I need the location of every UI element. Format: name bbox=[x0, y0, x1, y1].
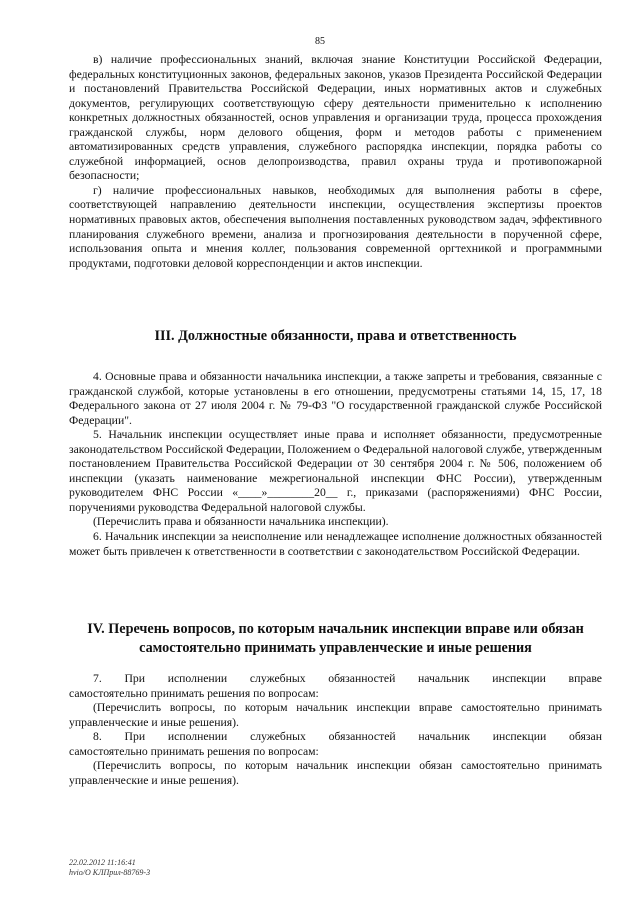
page-number: 85 bbox=[315, 36, 325, 47]
paragraph-5: 5. Начальник инспекции осуществляет иные права и исполняет обязанности, предусмотренные законодательством Российской Федерации, Положением о Федеральной налоговой службе, утвержденным постановлением Правительства Российской Федерации от 30 сентября 2004 г. № 506, положением об инспекции (указать наименование межрегиональной инспекции ФНС России), утвержденным руководителем ФНС России «____»________20__ г., приказами (распоряжениями) ФНС России, поручениями руководства Федеральной налоговой службы. bbox=[69, 428, 602, 514]
paragraph-7-note: (Перечислить вопросы, по которым начальник инспекции вправе самостоятельно принимать управленческие и иные решения). bbox=[69, 701, 602, 729]
section-heading-iv: IV. Перечень вопросов, по которым начальник инспекции вправе или обязан самостоятельно принимать управленческие и иные решения bbox=[87, 621, 584, 656]
paragraph-7-line2: самостоятельно принимать решения по вопросам: bbox=[69, 686, 319, 700]
paragraph-v-knowledge: в) наличие профессиональных знаний, включая знание Конституции Российской Федерации, федеральных конституционных законов, федеральных законов, указов Президента Российской Федерации и постановлений Правительства Российской Федерации, иных нормативных актов и служебных документов, регулирующих соответствующую сферу деятельности применительно к исполнению конкретных должностных обязанностей, основ управления и организации труда, процесса прохождения гражданской службы, норм делового общения, форм и методов работы с применением автоматизированных средств управления, служебного распорядка инспекции, порядка работы со служебной информацией, основ делопроизводства, правил охраны труда и противопожарной безопасности; bbox=[69, 53, 602, 183]
paragraph-8-note: (Перечислить вопросы, по которым начальник инспекции обязан самостоятельно принимать управленческие и иные решения). bbox=[69, 759, 602, 787]
paragraph-7-line1: 7. При исполнении служебных обязанностей начальник инспекции вправе bbox=[93, 672, 602, 685]
qualification-requirements bbox=[69, 53, 602, 271]
paragraph-g-skills: г) наличие профессиональных навыков, необходимых для выполнения работы в сфере, соответствующей направлению деятельности инспекции, осуществления экспертизы проектов нормативных правовых актов, обеспечения выполнения поставленных руководством задач, эффективного планирования служебного времени, анализа и прогнозирования деятельности в порученной сфере, использования опыта и мнения коллег, пользования современной оргтехникой и программными продуктами, подготовки деловой корреспонденции и актов инспекции. bbox=[69, 183, 602, 270]
paragraph-6: 6. Начальник инспекции за неисполнение или ненадлежащее исполнение должностных обязанностей может быть привлечен к ответственности в соответствии с законодательством Российской Федерации. bbox=[69, 530, 602, 558]
paragraph-8-line1: 8. При исполнении служебных обязанностей начальник инспекции обязан bbox=[93, 730, 602, 744]
footer-file-path: hvio/O КЛПрил-88769-3 bbox=[69, 868, 151, 877]
paragraph-8-line2: самостоятельно принимать решения по вопросам: bbox=[69, 744, 319, 758]
document-footer bbox=[69, 858, 150, 878]
duties-rights-section bbox=[69, 370, 602, 559]
decisions-section bbox=[69, 672, 602, 788]
footer-timestamp: 22.02.2012 11:16:41 bbox=[69, 858, 136, 867]
section-heading-iii: III. Должностные обязанности, права и ответственность bbox=[154, 328, 517, 344]
paragraph-5-note: (Перечислить права и обязанности начальника инспекции). bbox=[93, 515, 389, 529]
paragraph-4: 4. Основные права и обязанности начальника инспекции, а также запреты и требования, связанные с гражданской службой, которые установлены в его отношении, предусмотрены статьями 14, 15, 17, 18 Федерального закона от 27 июля 2004 г. № 79-ФЗ "О государственной гражданской службе Российской Федерации". bbox=[69, 370, 602, 427]
